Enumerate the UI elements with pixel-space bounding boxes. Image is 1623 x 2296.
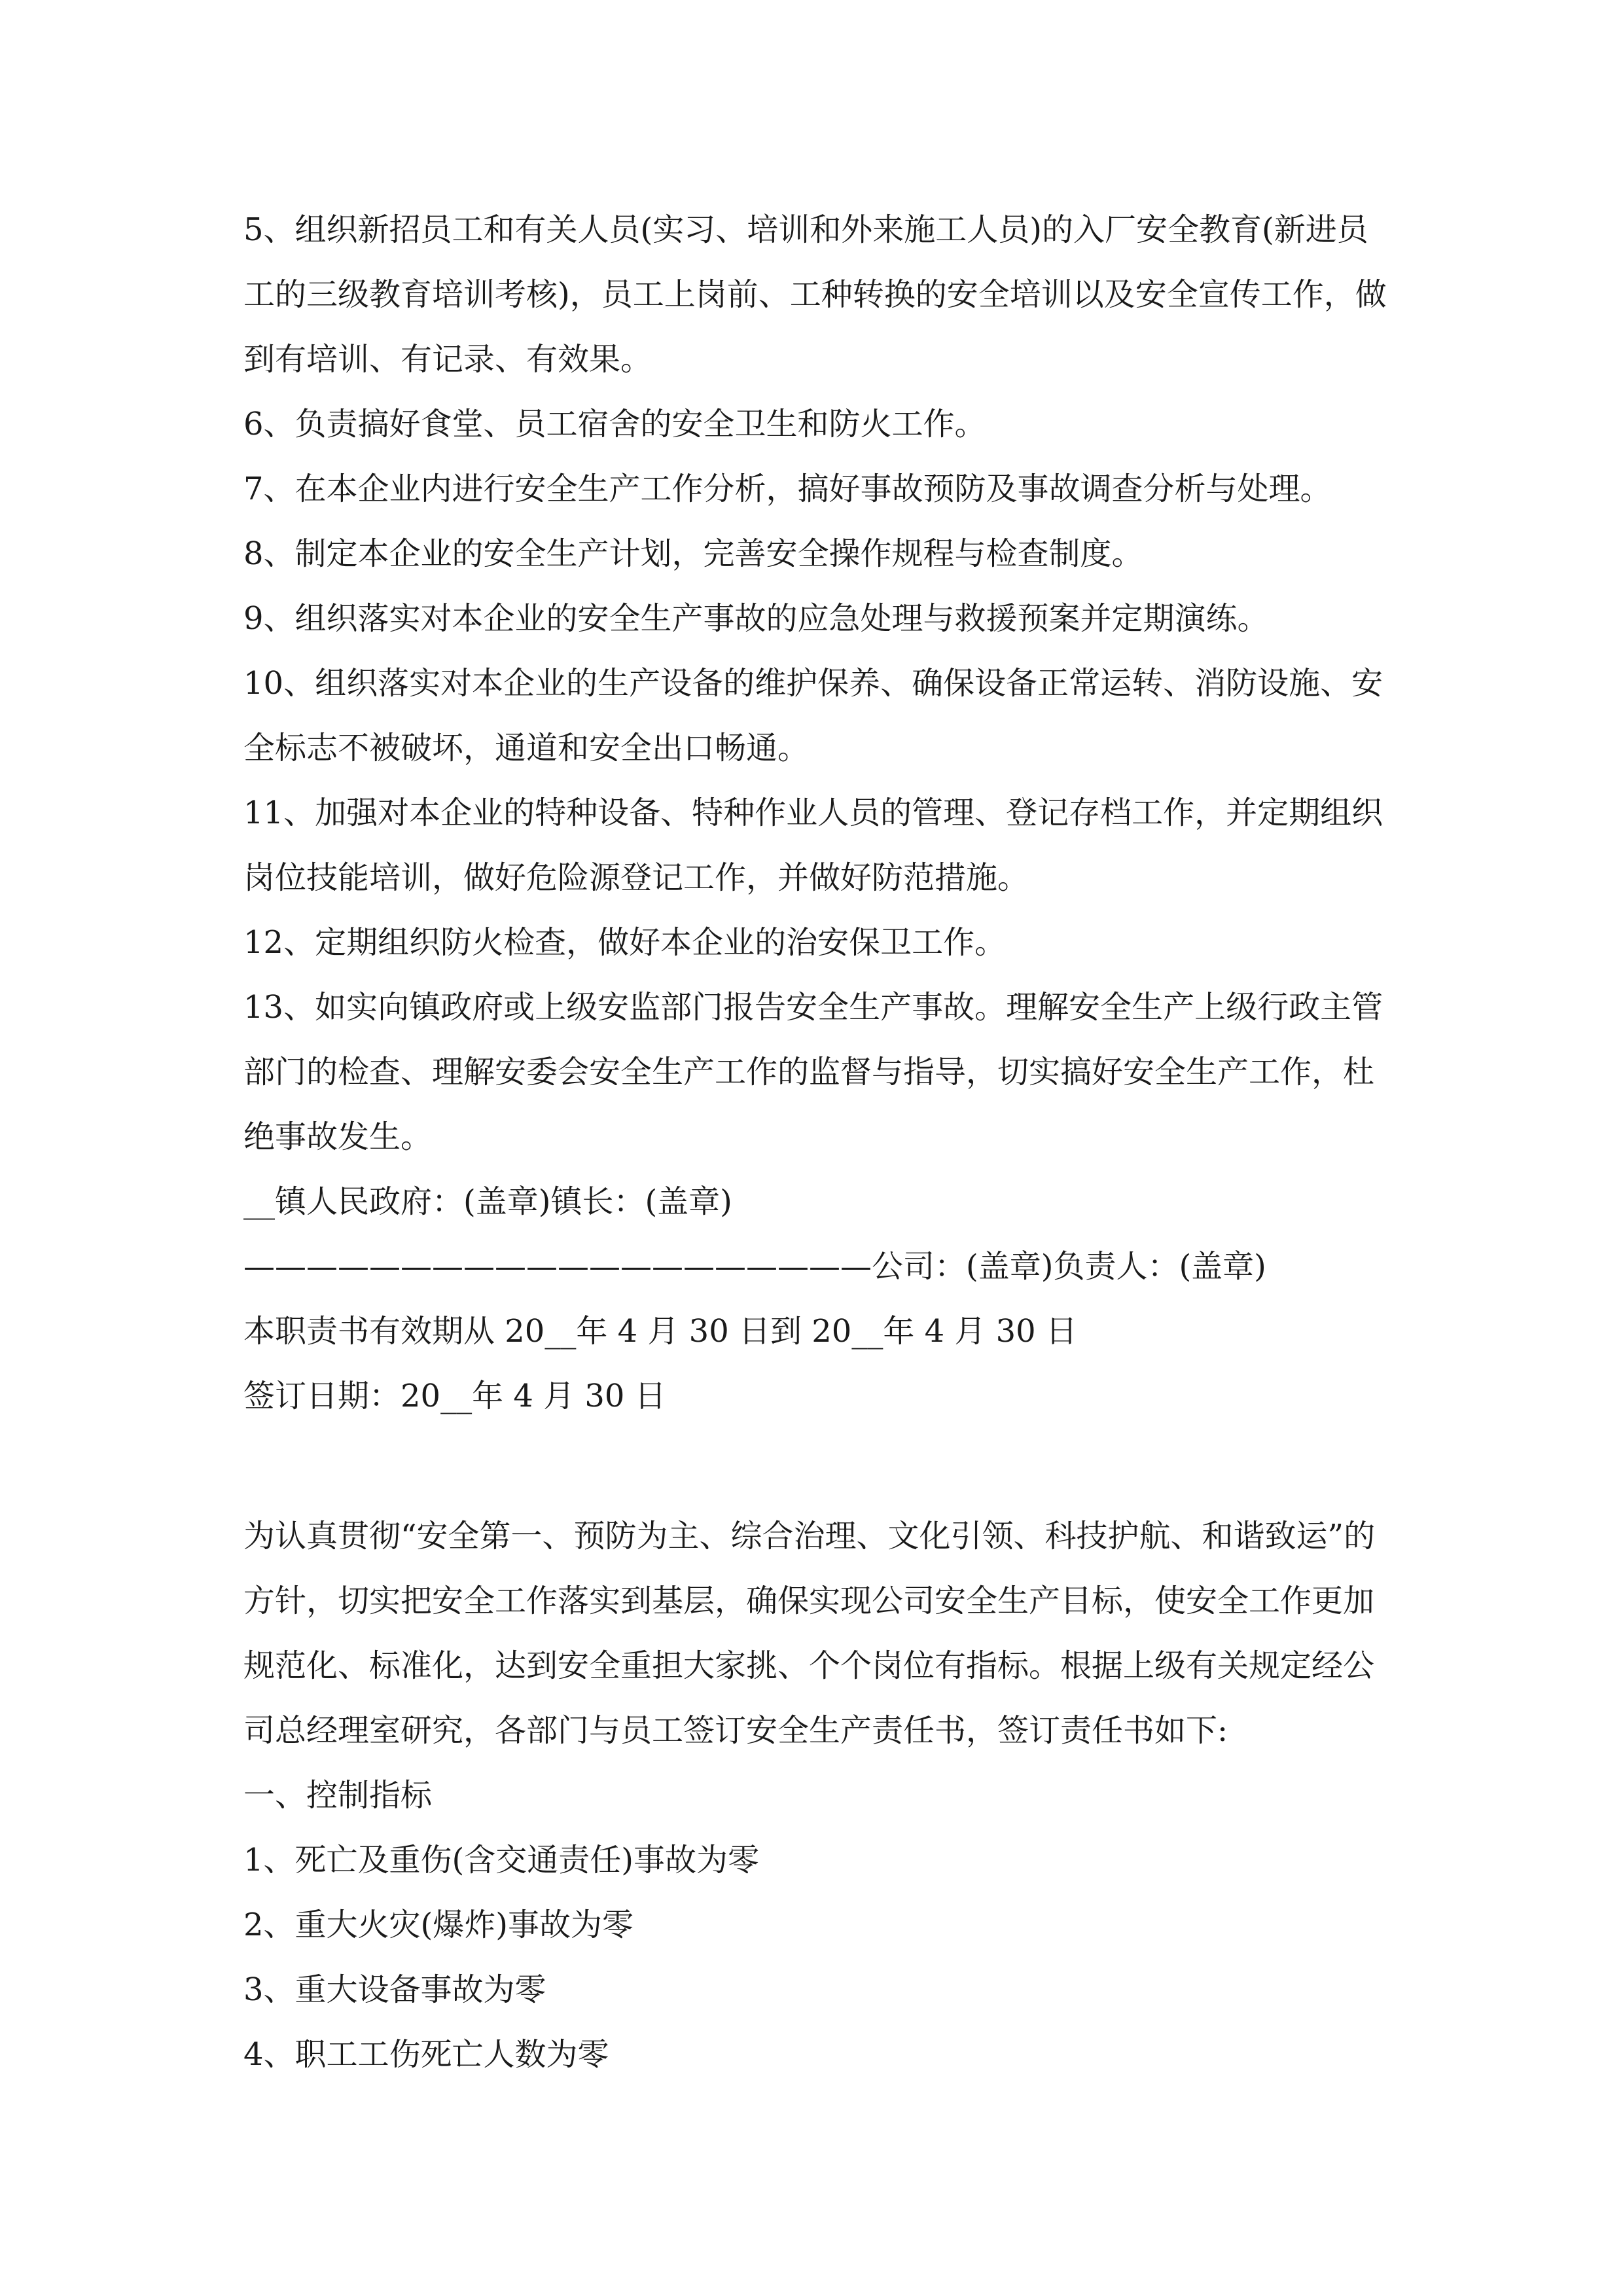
indicator-item-3: 3、重大设备事故为零 — [243, 1971, 546, 2008]
intro-paragraph: 为认真贯彻“安全第一、预防为主、综合治理、文化引领、科技护航、和谐致运”的方针，切实把安全工作落实到基层，确保实现公司安全生产目标，使安全工作更加规范化、标准化，达到安全重担大家挑、个个岗位有指标。根据上级有关规定经公司总经理室研究，各部门与员工签订安全生产责任书，签订责任书如下: — [243, 1518, 1376, 1749]
indicator-item-4: 4、职工工伤死亡人数为零 — [243, 2036, 609, 2073]
paragraph-item-6: 6、负责搞好食堂、员工宿舍的安全卫生和防火工作。 — [243, 406, 986, 442]
paragraph-item-9: 9、组织落实对本企业的安全生产事故的应急处理与救援预案并定期演练。 — [243, 600, 1269, 637]
signature-town-line: __镇人民政府：(盖章)镇长：(盖章) — [243, 1183, 732, 1220]
sign-date: 签订日期：20__年 4 月 30 日 — [243, 1378, 666, 1414]
indicator-item-2: 2、重大火灾(爆炸)事故为零 — [243, 1907, 633, 1943]
paragraph-item-7: 7、在本企业内进行安全生产工作分析，搞好事故预防及事故调查分析与处理。 — [243, 471, 1332, 507]
document-body — [243, 198, 1395, 2087]
paragraph-item-5: 5、组织新招员工和有关人员(实习、培训和外来施工人员)的入厂安全教育(新进员工的三级教育培训考核)，员工上岗前、工种转换的安全培训以及安全宣传工作，做到有培训、有记录、有效果。 — [243, 211, 1387, 378]
paragraph-item-8: 8、制定本企业的安全生产计划，完善安全操作规程与检查制度。 — [243, 535, 1143, 572]
section-spacer — [243, 1429, 1395, 1504]
signature-company-line: ————————————————————公司：(盖章)负责人：(盖章) — [243, 1248, 1266, 1285]
validity-period: 本职责书有效期从 20__年 4 月 30 日到 20__年 4 月 30 日 — [243, 1313, 1077, 1350]
paragraph-item-12: 12、定期组织防火检查，做好本企业的治安保卫工作。 — [243, 924, 1007, 961]
paragraph-item-13: 13、如实向镇政府或上级安监部门报告安全生产事故。理解安全生产上级行政主管部门的检查、理解安委会安全生产工作的监督与指导，切实搞好安全生产工作，杜绝事故发生。 — [243, 989, 1383, 1155]
paragraph-item-11: 11、加强对本企业的特种设备、特种作业人员的管理、登记存档工作，并定期组织岗位技能培训，做好危险源登记工作，并做好防范措施。 — [243, 795, 1383, 896]
indicator-item-1: 1、死亡及重伤(含交通责任)事故为零 — [243, 1842, 759, 1878]
paragraph-item-10: 10、组织落实对本企业的生产设备的维护保养、确保设备正常运转、消防设施、安全标志不被破坏，通道和安全出口畅通。 — [243, 665, 1383, 766]
section-heading-control-indicators: 一、控制指标 — [243, 1777, 433, 1814]
